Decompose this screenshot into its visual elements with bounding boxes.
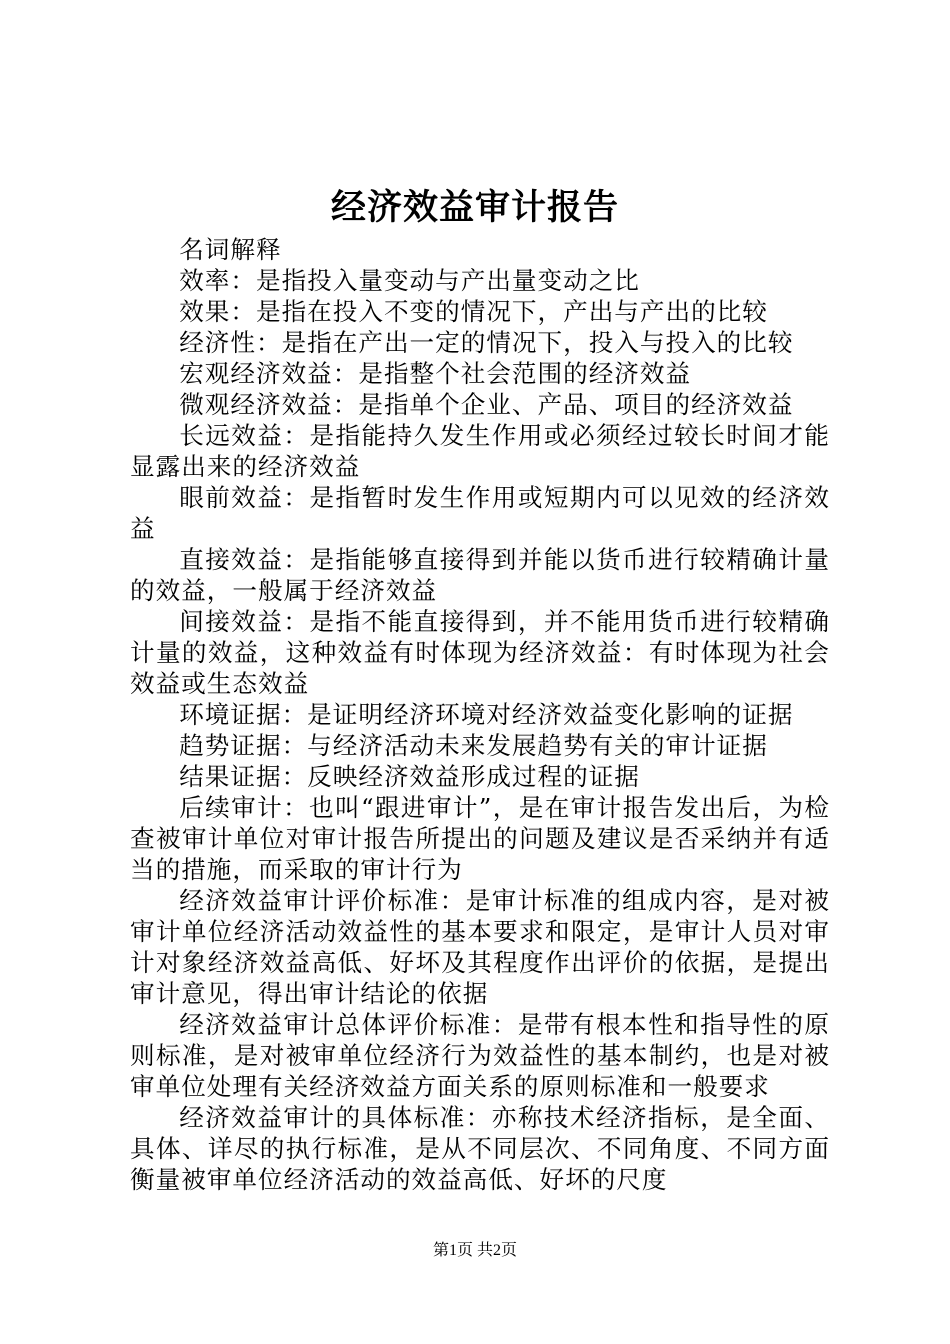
document-body (130, 234, 830, 1195)
page-footer: 第1页 共2页 (432, 1242, 517, 1259)
paragraph: 名词解释 (179, 235, 282, 264)
paragraph: 趋势证据：与经济活动未来发展趋势有关的审计证据 (179, 731, 768, 760)
paragraph: 眼前效益：是指暂时发生作用或短期内可以见效的经济效益 (130, 483, 830, 543)
paragraph: 经济效益审计总体评价标准：是带有根本性和指导性的原则标准，是对被审单位经济行为效益性的基本制约，也是对被审单位处理有关经济效益方面关系的原则标准和一般要求 (130, 1010, 830, 1101)
paragraph: 间接效益：是指不能直接得到，并不能用货币进行较精确计量的效益，这种效益有时体现为经济效益：有时体现为社会效益或生态效益 (130, 607, 830, 698)
paragraph: 宏观经济效益：是指整个社会范围的经济效益 (179, 359, 692, 388)
paragraph: 经济效益审计的具体标准：亦称技术经济指标，是全面、具体、详尽的执行标准，是从不同层次、不同角度、不同方面衡量被审单位经济活动的效益高低、好坏的尺度 (130, 1103, 830, 1194)
paragraph: 效率：是指投入量变动与产出量变动之比 (179, 266, 640, 295)
paragraph: 经济性：是指在产出一定的情况下，投入与投入的比较 (179, 328, 794, 357)
document-title: 经济效益审计报告 (330, 187, 619, 228)
paragraph: 结果证据：反映经济效益形成过程的证据 (179, 762, 640, 791)
paragraph: 环境证据：是证明经济环境对经济效益变化影响的证据 (179, 700, 794, 729)
paragraph: 效果：是指在投入不变的情况下，产出与产出的比较 (179, 297, 768, 326)
paragraph: 直接效益：是指能够直接得到并能以货币进行较精确计量的效益，一般属于经济效益 (130, 545, 830, 605)
paragraph: 经济效益审计评价标准：是审计标准的组成内容，是对被审计单位经济活动效益性的基本要求和限定，是审计人员对审计对象经济效益高低、好坏及其程度作出评价的依据，是提出审计意见，得出审计结论的依据 (130, 886, 830, 1008)
paragraph: 后续审计：也叫“跟进审计”，是在审计报告发出后，为检查被审计单位对审计报告所提出的问题及建议是否采纳并有适当的措施，而采取的审计行为 (130, 793, 830, 884)
paragraph: 微观经济效益：是指单个企业、产品、项目的经济效益 (179, 390, 794, 419)
paragraph: 长远效益：是指能持久发生作用或必须经过较长时间才能显露出来的经济效益 (130, 421, 830, 481)
